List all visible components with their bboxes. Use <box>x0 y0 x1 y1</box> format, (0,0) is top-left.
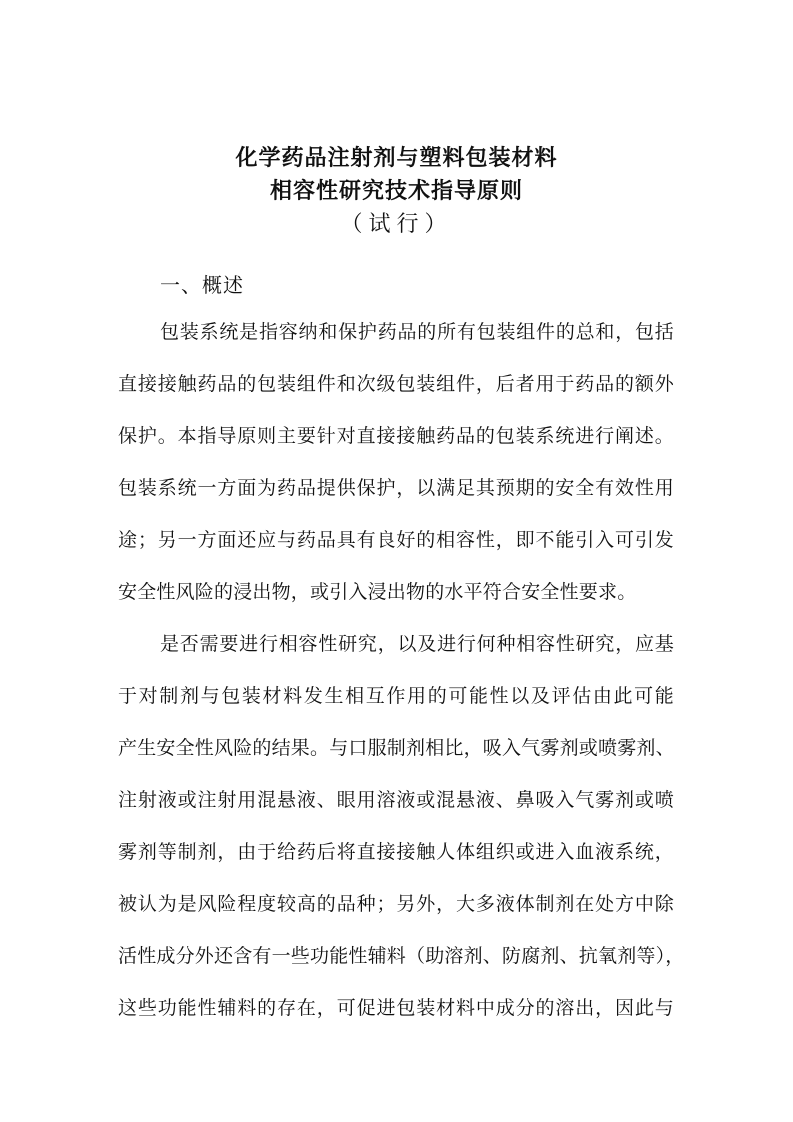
paragraph-1-line-4: 包装系统一方面为药品提供保护，以满足其预期的安全有效性用 <box>118 477 674 499</box>
paragraph-2-line-7: 活性成分外还含有一些功能性辅料（助溶剂、防腐剂、抗氧剂等）， <box>118 945 685 967</box>
paragraph-1-line-2: 直接接触药品的包装组件和次级包装组件，后者用于药品的额外 <box>118 373 674 395</box>
paragraph-2-line-4: 注射液或注射用混悬液、眼用溶液或混悬液、鼻吸入气雾剂或喷 <box>118 789 674 811</box>
title-trial-note: （试行） <box>340 212 453 237</box>
section-heading-overview: 一、概述 <box>160 273 244 297</box>
document-title <box>0 142 793 241</box>
paragraph-1-line-5: 途；另一方面还应与药品具有良好的相容性，即不能引入可引发 <box>118 529 674 551</box>
paragraph-2-line-3: 产生安全性风险的结果。与口服制剂相比，吸入气雾剂或喷雾剂、 <box>118 737 675 759</box>
title-line-2: 相容性研究技术指导原则 <box>269 179 523 204</box>
paragraph-2-line-8: 这些功能性辅料的存在，可促进包装材料中成分的溶出，因此与 <box>118 997 674 1019</box>
paragraph-2-line-2: 于对制剂与包装材料发生相互作用的可能性以及评估由此可能 <box>118 685 674 707</box>
paragraph-2-line-5: 雾剂等制剂，由于给药后将直接接触人体组织或进入血液系统， <box>118 841 674 863</box>
title-line-1: 化学药品注射剂与塑料包装材料 <box>235 146 558 171</box>
paragraph-2-line-6: 被认为是风险程度较高的品种；另外，大多液体制剂在处方中除 <box>118 893 674 915</box>
paragraph-2-line-1: 是否需要进行相容性研究，以及进行何种相容性研究，应基 <box>160 633 674 655</box>
paragraph-1-line-6: 安全性风险的浸出物，或引入浸出物的水平符合安全性要求。 <box>118 581 637 603</box>
paragraph-1-line-1: 包装系统是指容纳和保护药品的所有包装组件的总和，包括 <box>160 321 674 343</box>
paragraph-1-line-3: 保护。本指导原则主要针对直接接触药品的包装系统进行阐述。 <box>118 425 674 447</box>
